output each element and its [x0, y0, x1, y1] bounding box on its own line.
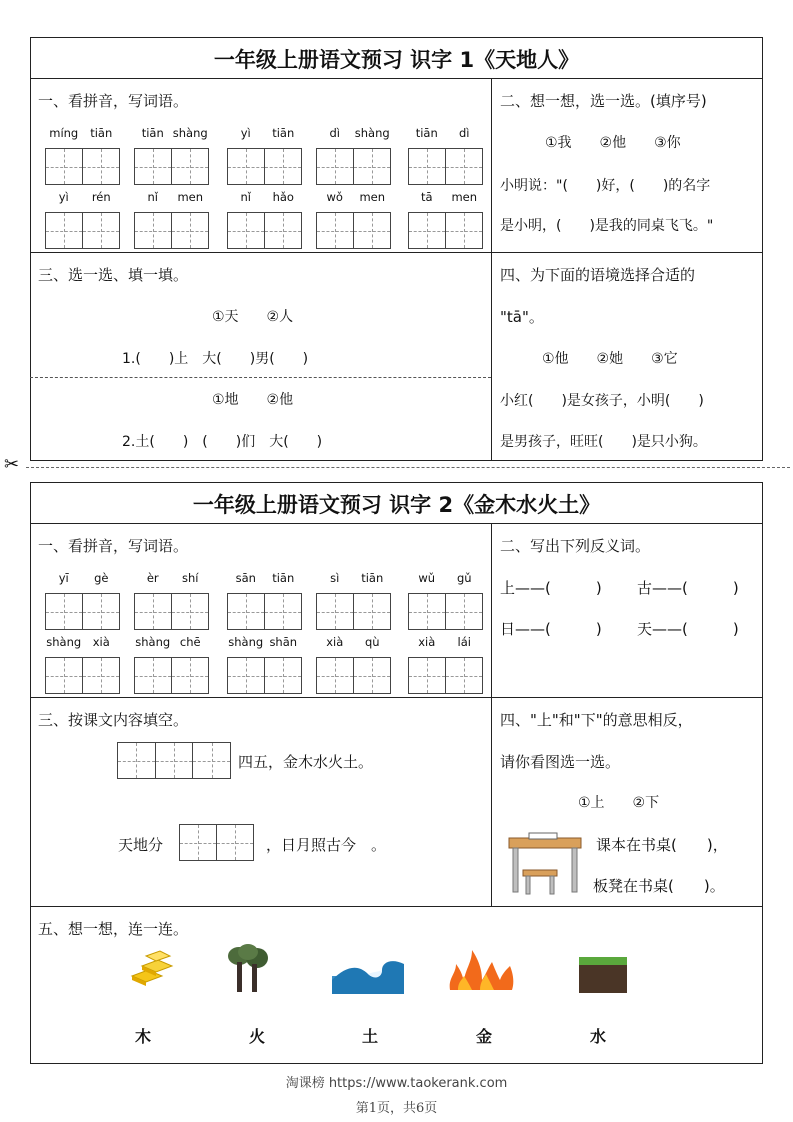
pinyin-label: gè	[94, 571, 109, 585]
pinyin-label: shàng	[135, 635, 171, 649]
q4-line1: 小红( )是女孩子，小明( )	[500, 393, 704, 409]
pinyin-label: qù	[364, 635, 380, 649]
pinyin-label: tiān	[90, 126, 113, 140]
pinyin-label: nǐ	[147, 190, 158, 204]
divider	[30, 523, 763, 524]
match-word: 金	[475, 1027, 492, 1046]
writing-grid	[316, 212, 391, 249]
q3-item1: 1.( )上 大( )男( )	[122, 351, 309, 367]
match-word: 水	[589, 1027, 606, 1046]
q2-line1: 小明说："( )好，( )的名字	[500, 178, 711, 194]
writing-grid	[408, 593, 483, 630]
pinyin-label: nǐ	[240, 190, 251, 204]
sheet1-title: 一年级上册语文预习 识字 1《天地人》	[213, 48, 580, 72]
pinyin-label: hǎo	[272, 190, 294, 204]
q3-label: 三、按课文内容填空。	[38, 711, 189, 729]
pinyin-label: tā	[420, 190, 433, 204]
writing-grid	[45, 657, 120, 694]
q4-line1: 课本在书桌( )，	[596, 836, 728, 854]
writing-grid	[408, 148, 483, 185]
writing-grid	[134, 593, 209, 630]
pinyin-label: tiān	[415, 126, 438, 140]
pinyin-label: shàng	[354, 126, 390, 140]
pinyin-label: men	[359, 190, 386, 204]
pinyin-label: shàng	[46, 635, 82, 649]
cut-line	[26, 467, 790, 468]
fire-icon	[446, 946, 516, 996]
q4-line2: 是男孩子，旺旺( )是只小狗。	[500, 434, 707, 450]
pinyin-label: sān	[235, 571, 256, 585]
pinyin-label: shān	[269, 635, 298, 649]
q4-line2: 板凳在书桌( )。	[593, 877, 725, 895]
q2-label: 二、想一想，选一选。(填序号)	[500, 92, 707, 110]
q3-options2: ①地 ②他	[212, 392, 294, 408]
pinyin-label: tiān	[361, 571, 384, 585]
writing-grid	[45, 593, 120, 630]
match-word: 火	[248, 1027, 265, 1046]
footer-page: 第1页，共6页	[355, 1101, 438, 1116]
antonym-pair: 天——( )	[637, 620, 739, 638]
pinyin-label: èr	[146, 571, 159, 585]
writing-grid	[179, 824, 254, 861]
writing-grid	[316, 593, 391, 630]
pinyin-label: shàng	[228, 635, 264, 649]
writing-grid	[45, 212, 120, 249]
divider	[30, 697, 763, 698]
divider	[30, 78, 763, 79]
pinyin-label: míng	[49, 126, 79, 140]
pinyin-label: shí	[182, 571, 199, 585]
q1-label: 一、看拼音，写词语。	[38, 537, 189, 555]
q3-line2b: ，日月照古今 。	[266, 836, 387, 854]
pinyin-label: wǒ	[326, 190, 343, 204]
gold-bars-icon	[128, 946, 176, 992]
scissors-icon: ✂	[4, 454, 20, 475]
pinyin-label: yì	[58, 190, 69, 204]
writing-grid	[227, 148, 302, 185]
pinyin-label: dì	[329, 126, 340, 140]
pinyin-label: xià	[418, 635, 436, 649]
soil-icon	[579, 957, 627, 997]
pinyin-label: xià	[326, 635, 344, 649]
writing-grid	[316, 148, 391, 185]
writing-grid	[316, 657, 391, 694]
sheet2-title: 一年级上册语文预习 识字 2《金木水火土》	[192, 493, 601, 517]
writing-grid	[45, 148, 120, 185]
antonym-pair: 日——( )	[500, 620, 602, 638]
antonym-pair: 上——( )	[500, 579, 602, 597]
q3-label: 三、选一选、填一填。	[38, 266, 189, 284]
pinyin-label: tiān	[141, 126, 164, 140]
pinyin-label: men	[177, 190, 204, 204]
q2-label: 二、写出下列反义词。	[500, 537, 651, 555]
divider	[491, 523, 492, 906]
q4-label: 四、"上"和"下"的意思相反，	[500, 711, 693, 729]
q2-options: ①我 ②他 ③你	[545, 135, 681, 151]
pinyin-label: dì	[459, 126, 470, 140]
q3-line1: 四五，金木水火土。	[238, 753, 374, 771]
pinyin-label: wǔ	[418, 571, 436, 585]
writing-grid	[134, 212, 209, 249]
divider	[491, 78, 492, 461]
writing-grid	[408, 212, 483, 249]
pinyin-label: yī	[58, 571, 69, 585]
pinyin-label: lái	[457, 635, 471, 649]
q1-label: 一、看拼音，写词语。	[38, 92, 189, 110]
pinyin-label: xià	[92, 635, 110, 649]
q3-options1: ①天 ②人	[212, 309, 294, 325]
q4-label-cont: "tā"。	[500, 308, 544, 326]
footer-site: 淘课榜 https://www.taokerank.com	[285, 1076, 508, 1091]
q4-label-cont: 请你看图选一选。	[500, 753, 621, 771]
writing-grid	[134, 148, 209, 185]
writing-grid	[227, 593, 302, 630]
writing-grid	[134, 657, 209, 694]
divider	[30, 906, 763, 907]
q3-item2: 2.土( ) ( )们 大( )	[122, 434, 323, 450]
q3-line2a: 天地分	[118, 836, 164, 854]
q4-label: 四、为下面的语境选择合适的	[500, 266, 696, 284]
pinyin-label: tiān	[272, 126, 295, 140]
dashed-divider	[30, 377, 491, 378]
pinyin-label: shàng	[172, 126, 208, 140]
divider	[30, 252, 763, 253]
water-wave-icon	[332, 956, 404, 998]
tree-icon	[227, 944, 269, 998]
pinyin-label: sì	[330, 571, 340, 585]
q4-options: ①上 ②下	[578, 795, 660, 811]
pinyin-label: yì	[240, 126, 251, 140]
pinyin-label: chē	[179, 635, 201, 649]
pinyin-label: rén	[91, 190, 111, 204]
writing-grid	[227, 212, 302, 249]
pinyin-label: gǔ	[456, 571, 472, 585]
writing-grid	[227, 657, 302, 694]
match-word: 土	[361, 1027, 378, 1046]
desk-icon	[505, 830, 585, 900]
writing-grid	[117, 742, 231, 779]
pinyin-label: tiān	[272, 571, 295, 585]
q5-label: 五、想一想，连一连。	[38, 920, 189, 938]
writing-grid	[408, 657, 483, 694]
pinyin-label: men	[451, 190, 478, 204]
q4-options: ①他 ②她 ③它	[542, 351, 678, 367]
match-word: 木	[134, 1027, 151, 1046]
antonym-pair: 古——( )	[637, 579, 739, 597]
q2-line2: 是小明，( )是我的同桌飞飞。"	[500, 218, 714, 234]
